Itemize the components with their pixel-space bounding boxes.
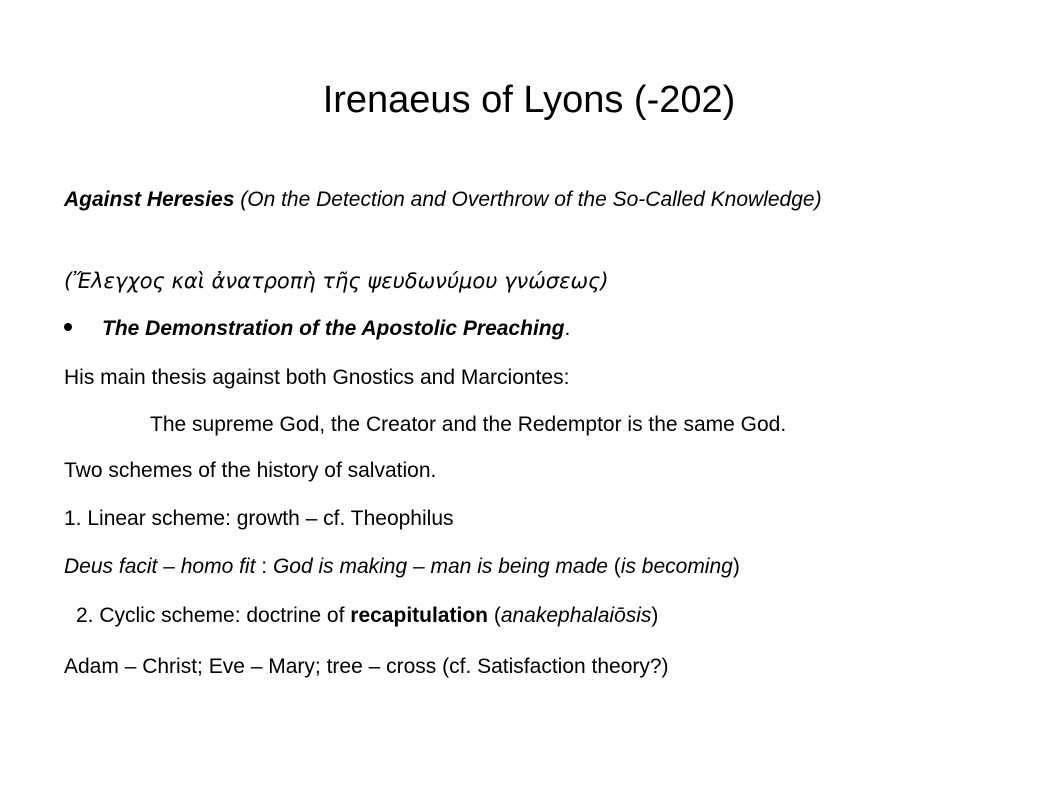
scheme-cyclic-prefix: 2. Cyclic scheme: doctrine of xyxy=(76,604,351,627)
scheme-cyclic-paren-close: ) xyxy=(651,604,659,627)
formula-english: God is making – man is being made xyxy=(272,555,608,578)
work-title-suffix: . xyxy=(564,317,571,340)
work-against-heresies xyxy=(64,187,924,213)
formula-line xyxy=(64,554,740,580)
thesis-statement: The supreme God, the Creator and the Redemptor is the same God. xyxy=(150,413,787,436)
formula-separator: : xyxy=(255,555,273,578)
scheme-cyclic-paren-open: ( xyxy=(487,604,501,627)
formula-paren-close: ) xyxy=(732,555,740,578)
formula-english-alt: is becoming xyxy=(620,555,733,578)
schemes-intro: Two schemes of the history of salvation. xyxy=(64,459,437,482)
bullet-icon xyxy=(64,323,72,331)
work-title-against-heresies: Against Heresies xyxy=(64,188,235,211)
scheme-cyclic xyxy=(76,603,658,629)
work-demonstration xyxy=(64,316,570,342)
scheme-linear: 1. Linear scheme: growth – cf. Theophilus xyxy=(64,507,454,530)
greek-title: (Ἔλεγχος καὶ ἀνατροπὴ τῆς ψευδωνύμου γνώσεως) xyxy=(64,269,609,293)
formula-latin: Deus facit – homo fit xyxy=(64,555,256,578)
typology-line: Adam – Christ; Eve – Mary; tree – cross (cf. Satisfaction theory?) xyxy=(64,655,669,678)
scheme-cyclic-term: recapitulation xyxy=(350,604,488,627)
scheme-cyclic-greek-term: anakephalaiōsis xyxy=(500,604,652,627)
work-subtitle-against-heresies: (On the Detection and Overthrow of the So-Called Knowledge) xyxy=(234,188,822,211)
formula-paren-open: ( xyxy=(607,555,621,578)
thesis-intro: His main thesis against both Gnostics and Marciontes: xyxy=(64,366,570,389)
slide-title: Irenaeus of Lyons (-202) xyxy=(322,79,736,121)
work-title-demonstration: The Demonstration of the Apostolic Preaching xyxy=(102,317,565,340)
